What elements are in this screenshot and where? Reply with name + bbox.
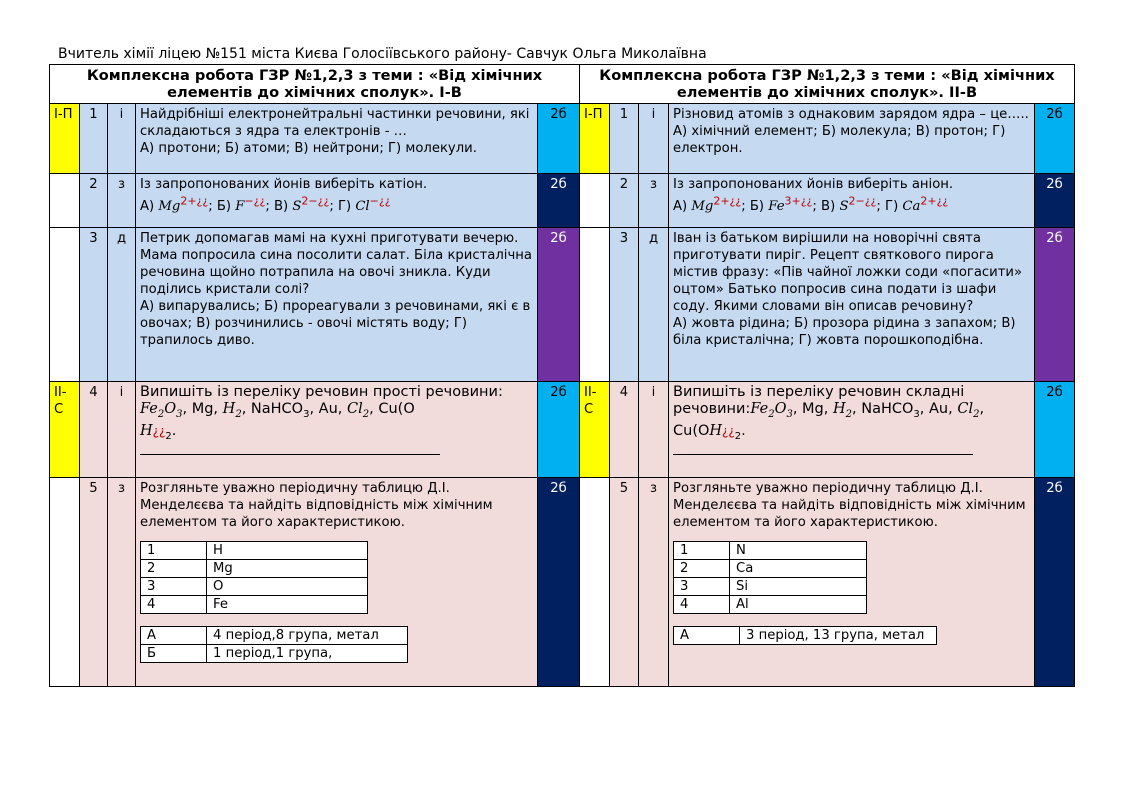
table-row: 3 Si <box>674 578 867 596</box>
task-number: 3 <box>610 228 639 382</box>
table-row: 1 N <box>674 542 867 560</box>
task-row <box>580 478 1075 687</box>
answer-line[interactable] <box>673 453 973 455</box>
points-badge: 2б <box>1035 104 1075 174</box>
task-row <box>50 478 580 687</box>
task-number: 5 <box>610 478 639 687</box>
points-badge: 2б <box>538 382 580 478</box>
variant-1-table <box>49 64 580 687</box>
task-level-letter: д <box>108 228 136 382</box>
task-number: 1 <box>610 104 639 174</box>
task-number: 3 <box>80 228 108 382</box>
level-label <box>50 228 80 382</box>
question: Іван із батьком вирішили на новорічні свята приготувати пиріг. Рецепт святкового пирога містив фразу: «Пів чайної ложки соди «погасити» оцтом» Батько попросив сина подати із шафи соду. Якими словами він описав речовину? <box>673 231 1023 314</box>
task-level-letter: і <box>108 382 136 478</box>
task-text <box>669 228 1035 382</box>
ion-options: А) $Mg^{2+¿¿}$; Б) F−¿¿; В) $S^{2-¿¿}$; Г) Cl−¿¿ <box>140 195 391 215</box>
question: Випишіть із переліку речовин складні речовини: <box>673 384 965 417</box>
level-label: ІІ-С <box>580 382 610 478</box>
task-number: 5 <box>80 478 108 687</box>
question: Найдрібніші електронейтральні частинки речовини, які складаються з ядра та електронів - … <box>140 107 530 139</box>
question: Розгляньте уважно періодичну таблицю Д.І. Менделєєва та найдіть відповідність між хімічним елементом та його характеристикою. <box>140 481 493 530</box>
task-level-letter: з <box>108 174 136 228</box>
level-label <box>580 228 610 382</box>
task-level-letter: з <box>639 478 669 687</box>
characteristics-table <box>673 626 937 645</box>
task-level-letter: з <box>639 174 669 228</box>
task-row <box>580 228 1075 382</box>
task-text <box>669 174 1035 228</box>
table-row: А 4 період,8 група, метал <box>141 627 408 645</box>
task-text <box>669 382 1035 478</box>
points-badge: 2б <box>1035 478 1075 687</box>
variant-2-title: Комплексна робота ГЗР №1,2,3 з теми : «Від хімічних елементів до хімічних сполук». ІІ-В <box>580 65 1075 104</box>
level-label <box>580 478 610 687</box>
question: Випишіть із переліку речовин прості речовини: <box>140 384 503 400</box>
answer-options: А) жовта рідина; Б) прозора рідина з запахом; В) біла кристалічна; Г) жовта порошкоподібна. <box>673 316 1016 348</box>
variant-1-title: Комплексна робота ГЗР №1,2,3 з теми : «Від хімічних елементів до хімічних сполук». І-В <box>50 65 580 104</box>
task-row <box>50 382 580 478</box>
question: Розгляньте уважно періодичну таблицю Д.І. Менделєєва та найдіть відповідність між хімічним елементом та його характеристикою. <box>673 481 1026 530</box>
table-row: 4 Fe <box>141 596 368 614</box>
table-row: 1 H <box>141 542 368 560</box>
task-row <box>580 382 1075 478</box>
task-number: 4 <box>610 382 639 478</box>
points-badge: 2б <box>1035 382 1075 478</box>
task-number: 2 <box>80 174 108 228</box>
points-badge: 2б <box>1035 174 1075 228</box>
task-level-letter: і <box>639 104 669 174</box>
task-row <box>50 174 580 228</box>
task-text <box>136 174 538 228</box>
task-text <box>136 104 538 174</box>
points-badge: 2б <box>1035 228 1075 382</box>
level-label: І-П <box>580 104 610 174</box>
points-badge: 2б <box>538 104 580 174</box>
level-label <box>50 478 80 687</box>
question: Із запропонованих йонів виберіть аніон. <box>673 177 954 192</box>
task-row <box>580 104 1075 174</box>
answer-line[interactable] <box>140 453 440 455</box>
table-row: 2 Mg <box>141 560 368 578</box>
characteristics-table <box>140 626 408 663</box>
task-text <box>136 228 538 382</box>
level-label <box>50 174 80 228</box>
elements-table <box>673 541 867 614</box>
page-header: Вчитель хімії ліцею №151 міста Києва Голосіївського району- Савчук Ольга Миколаївна <box>58 46 707 62</box>
substance-list: $Fe_2O_3$, Mg, $H_2$, NaHCO$_3$, Au, $Cl_2$, $Cu(OH¿¿_2$. <box>673 401 985 442</box>
substance-list: $Fe_2O_3$, Mg, $H_2$, NaHCO$_3$, Au, $Cl_2$, Cu(O $H¿¿_2$. <box>140 401 415 442</box>
answer-options: А) протони; Б) атоми; В) нейтрони; Г) молекули. <box>140 141 477 156</box>
task-text <box>136 382 538 478</box>
task-number: 4 <box>80 382 108 478</box>
points-badge: 2б <box>538 228 580 382</box>
task-row <box>580 174 1075 228</box>
task-level-letter: і <box>108 104 136 174</box>
task-row <box>50 228 580 382</box>
table-row: 2 Ca <box>674 560 867 578</box>
table-row: 4 Al <box>674 596 867 614</box>
task-level-letter: з <box>108 478 136 687</box>
answer-options: А) випарувались; Б) прореагували з речовинами, які є в овочах; В) розчинились - овочі містять воду; Г) трапилось диво. <box>140 299 531 348</box>
task-number: 2 <box>610 174 639 228</box>
task-text <box>669 104 1035 174</box>
variant-2-table <box>579 64 1075 687</box>
task-level-letter: і <box>639 382 669 478</box>
question: Із запропонованих йонів виберіть катіон. <box>140 177 428 192</box>
table-row: Б 1 період,1 група, <box>141 645 408 663</box>
level-label: ІІ-С <box>50 382 80 478</box>
elements-table <box>140 541 368 614</box>
ion-options: А) $Mg^{2+¿¿}$; Б) $Fe^{3+¿¿}$; В) $S^{2-¿¿}$; Г) $Ca^{2+¿¿}$ <box>673 195 949 215</box>
task-row <box>50 104 580 174</box>
level-label: І-П <box>50 104 80 174</box>
question: Петрик допомагав мамі на кухні приготувати вечерю. Мама попросила сина посолити салат. Біла кристалічна речовина щойно потрапила на овочі зникла. Куди поділись кристали солі? <box>140 231 532 297</box>
task-text <box>669 478 1035 687</box>
points-badge: 2б <box>538 174 580 228</box>
question: Різновид атомів з однаковим зарядом ядра – це….. <box>673 107 1029 122</box>
answer-options: А) хімічний елемент; Б) молекула; В) протон; Г) електрон. <box>673 124 1006 156</box>
points-badge: 2б <box>538 478 580 687</box>
table-row: А 3 період, 13 група, метал <box>674 627 937 645</box>
task-level-letter: д <box>639 228 669 382</box>
task-number: 1 <box>80 104 108 174</box>
task-text <box>136 478 538 687</box>
level-label <box>580 174 610 228</box>
table-row: 3 O <box>141 578 368 596</box>
